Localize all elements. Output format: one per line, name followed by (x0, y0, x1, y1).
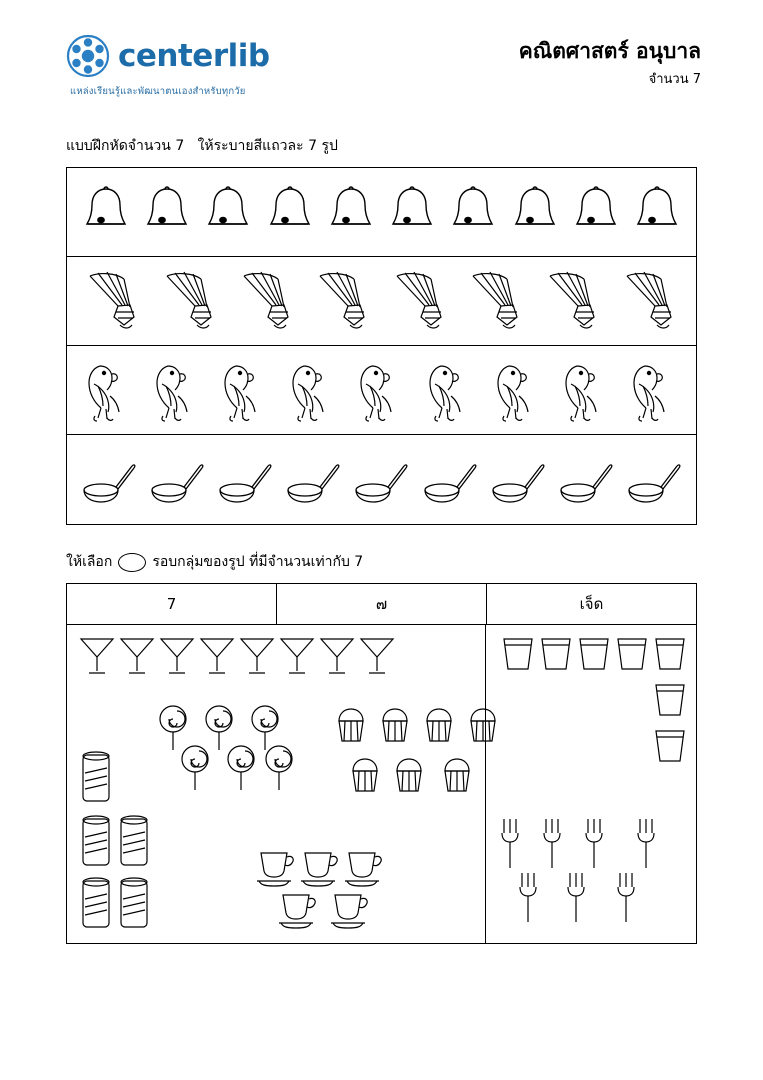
parrot-icon (284, 356, 342, 424)
shuttlecock-icon (542, 268, 604, 334)
soda-can-icon (75, 747, 185, 937)
bell-icon (507, 181, 563, 243)
shuttlecock-icon (82, 268, 144, 334)
frying-pan-icon (556, 450, 616, 510)
shuttlecock-icon (159, 268, 221, 334)
bell-icon (384, 181, 440, 243)
bell-icon (445, 181, 501, 243)
brand-logo (66, 34, 270, 99)
instruction-exercise-1 (0, 135, 763, 157)
shuttlecock-icon (236, 268, 298, 334)
parrot-icon (80, 356, 138, 424)
cocktail-glass-icon (75, 633, 405, 679)
group-soda-can[interactable] (75, 747, 185, 941)
parrot-icon (557, 356, 615, 424)
fork-icon (496, 813, 726, 933)
table-row (67, 346, 696, 435)
header-cell-thai-word: เจ็ด (579, 595, 604, 613)
parrot-icon (421, 356, 479, 424)
shuttlecock-icon (619, 268, 681, 334)
brand-tagline: แหล่งเรียนรู้และพัฒนาตนเองสำหรับทุกวัย (70, 86, 246, 97)
frying-pan-icon (79, 450, 139, 510)
exercise-2-table (66, 583, 697, 944)
frying-pan-icon (351, 450, 411, 510)
header-title-block (519, 34, 701, 89)
group-cup[interactable] (500, 631, 710, 775)
row-2-label (381, 301, 382, 302)
bell-icon (200, 181, 256, 243)
row-1-label (381, 212, 382, 213)
header-cell-numeral: 7 (67, 584, 277, 624)
shuttlecock-icon (389, 268, 451, 334)
shuttlecock-icon (312, 268, 374, 334)
instruction-2-text-after: รอบกลุ่มของรูป ที่มีจำนวนเท่ากับ 7 (152, 554, 364, 570)
parrot-icon (625, 356, 683, 424)
brand-name: centerlib (118, 37, 270, 74)
group-fork[interactable] (496, 813, 726, 937)
circle-shape-icon (118, 553, 146, 572)
table-row (67, 168, 696, 257)
teacup-icon (253, 843, 433, 933)
instruction-1-text: แบบฝึกหัดจำนวน 7 ให้ระบายสีแถวละ 7 รูป (66, 138, 338, 154)
frying-pan-icon (147, 450, 207, 510)
exercise-1-table (66, 167, 697, 525)
bell-icon (139, 181, 195, 243)
centerlib-dots-logo-icon (66, 34, 110, 78)
page-subtitle: จำนวน 7 (648, 72, 701, 88)
bell-icon (323, 181, 379, 243)
bell-icon (78, 181, 134, 243)
frying-pan-icon (420, 450, 480, 510)
parrot-icon (148, 356, 206, 424)
table-row (67, 435, 696, 524)
table-row (67, 257, 696, 346)
frying-pan-icon (283, 450, 343, 510)
frying-pan-icon (624, 450, 684, 510)
exercise-2-body (67, 625, 696, 943)
header-cell-thai-numeral: ๗ (277, 584, 487, 624)
cup-icon (500, 631, 710, 771)
instruction-exercise-2 (0, 551, 763, 573)
group-cocktail-glass[interactable] (75, 633, 405, 683)
frying-pan-icon (488, 450, 548, 510)
bell-icon (568, 181, 624, 243)
group-teacup[interactable] (253, 843, 433, 937)
instruction-2-text-before: ให้เลือก (66, 554, 113, 570)
page-title: คณิตศาสตร์ อนุบาล (518, 39, 701, 63)
frying-pan-icon (215, 450, 275, 510)
parrot-icon (352, 356, 410, 424)
page-header (0, 0, 763, 99)
bell-icon (262, 181, 318, 243)
shuttlecock-icon (465, 268, 527, 334)
parrot-icon (489, 356, 547, 424)
bell-icon (629, 181, 685, 243)
exercise-2-header-row (67, 584, 696, 625)
exercise-2-right-column (486, 625, 696, 943)
exercise-2-left-column (67, 625, 486, 943)
parrot-icon (216, 356, 274, 424)
